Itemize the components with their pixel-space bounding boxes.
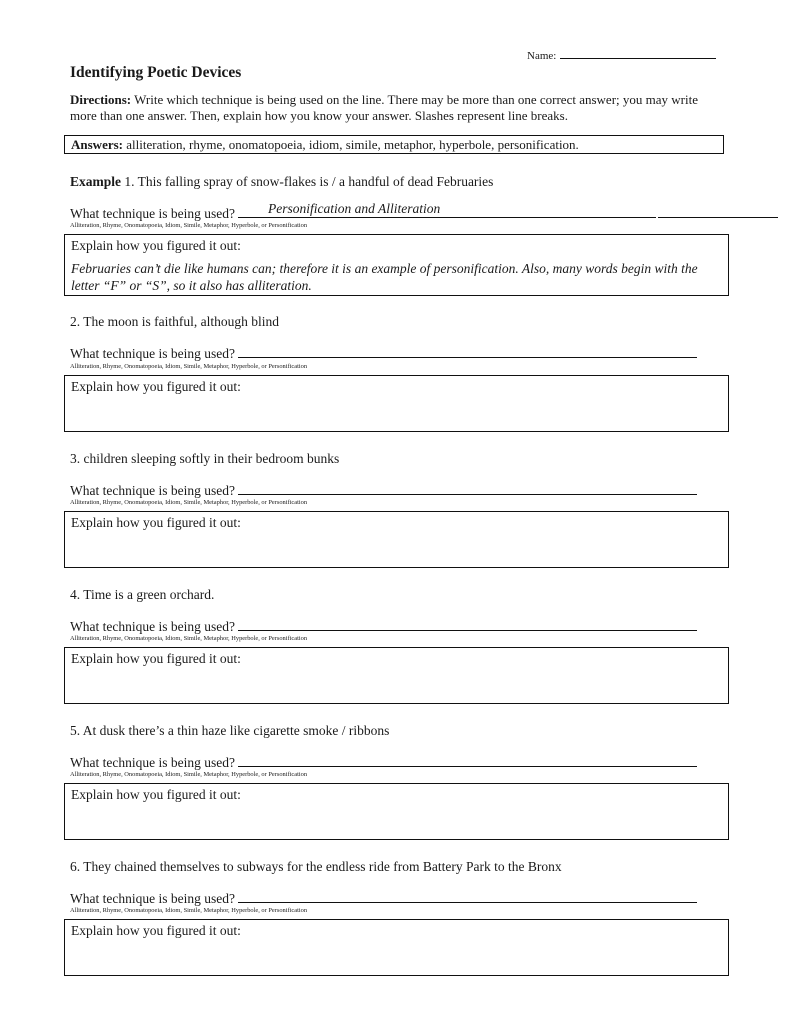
question-4-explain-box[interactable]	[64, 647, 729, 704]
question-5-explain-box[interactable]	[64, 783, 729, 840]
explain-label: Explain how you figured it out:	[71, 923, 241, 938]
directions-text: Write which technique is being used on the line. There may be more than one correct answer; you may write more than one answer. Then, explain how you know your answer. Slashes represent line breaks.	[70, 92, 698, 123]
question-3-text: 3. children sleeping softly in their bedroom bunks	[70, 451, 340, 466]
explain-label: Explain how you figured it out:	[71, 651, 241, 666]
name-label: Name:	[527, 50, 557, 62]
technique-prompt: What technique is being used?	[70, 346, 235, 361]
question-2-explain-box[interactable]	[64, 375, 729, 432]
question-2-text: 2. The moon is faithful, although blind	[70, 314, 279, 329]
explain-label: Explain how you figured it out:	[71, 515, 241, 530]
question-5-text: 5. At dusk there’s a thin haze like cigarette smoke / ribbons	[70, 723, 390, 738]
technique-options: Alliteration, Rhyme, Onomatopoeia, Idiom, Simile, Metaphor, Hyperbole, or Personification	[70, 499, 308, 506]
question-6-technique-row	[70, 889, 697, 907]
example-text: 1. This falling spray of snow-flakes is / a handful of dead Februaries	[124, 174, 494, 189]
question-3-technique-row	[70, 481, 697, 499]
technique-prompt: What technique is being used?	[70, 891, 235, 906]
technique-options: Alliteration, Rhyme, Onomatopoeia, Idiom, Simile, Metaphor, Hyperbole, or Personification	[70, 771, 308, 778]
explain-label: Explain how you figured it out:	[71, 379, 241, 394]
example-technique-line[interactable]	[238, 203, 656, 218]
explain-label: Explain how you figured it out:	[71, 787, 241, 802]
example-explanation: Februaries can’t die like humans can; therefore it is an example of personification. Also, many words begin with the letter “F” or “S”, so it also has alliteration.	[71, 261, 698, 293]
technique-options: Alliteration, Rhyme, Onomatopoeia, Idiom, Simile, Metaphor, Hyperbole, or Personification	[70, 635, 308, 642]
example-technique-row	[70, 203, 778, 222]
technique-prompt: What technique is being used?	[70, 206, 235, 221]
question-4-technique-line[interactable]	[238, 617, 697, 631]
question-6-text: 6. They chained themselves to subways for the endless ride from Battery Park to the Bronx	[70, 859, 562, 874]
directions	[70, 92, 720, 124]
question-6-explain-box[interactable]	[64, 919, 729, 976]
question-4-technique-row	[70, 617, 697, 635]
question-3-technique-line[interactable]	[238, 481, 697, 495]
example-explain-box	[64, 234, 729, 296]
question-3-explain-box[interactable]	[64, 511, 729, 568]
technique-options: Alliteration, Rhyme, Onomatopoeia, Idiom, Simile, Metaphor, Hyperbole, or Personification	[70, 907, 308, 914]
example-technique-line-extra[interactable]	[658, 203, 778, 218]
question-5-technique-line[interactable]	[238, 753, 697, 767]
question-4-text: 4. Time is a green orchard.	[70, 587, 215, 602]
technique-options: Alliteration, Rhyme, Onomatopoeia, Idiom, Simile, Metaphor, Hyperbole, or Personification	[70, 363, 308, 370]
technique-prompt: What technique is being used?	[70, 483, 235, 498]
answers-label: Answers:	[71, 137, 123, 152]
name-blank-line[interactable]	[560, 47, 716, 59]
directions-label: Directions:	[70, 92, 132, 107]
name-field[interactable]	[527, 47, 716, 62]
example-label: Example	[70, 174, 122, 189]
answers-box	[64, 135, 724, 154]
question-2-technique-line[interactable]	[238, 344, 697, 358]
answers-text: alliteration, rhyme, onomatopoeia, idiom, simile, metaphor, hyperbole, personification.	[126, 137, 579, 152]
question-6-technique-line[interactable]	[238, 889, 697, 903]
explain-label: Explain how you figured it out:	[71, 238, 241, 253]
worksheet-title: Identifying Poetic Devices	[70, 64, 242, 81]
technique-options: Alliteration, Rhyme, Onomatopoeia, Idiom, Simile, Metaphor, Hyperbole, or Personification	[70, 222, 308, 229]
question-2-technique-row	[70, 344, 697, 362]
question-5-technique-row	[70, 753, 697, 771]
example-technique-answer: Personification and Alliteration	[267, 201, 441, 216]
example-question	[70, 174, 493, 190]
technique-prompt: What technique is being used?	[70, 619, 235, 634]
technique-prompt: What technique is being used?	[70, 755, 235, 770]
